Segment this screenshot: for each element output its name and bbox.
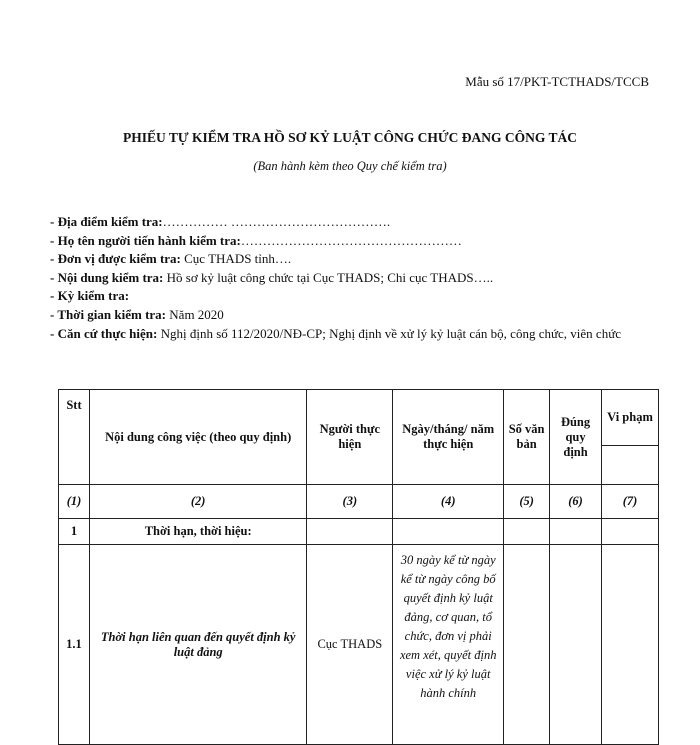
info-content: - Nội dung kiểm tra: Hồ sơ kỷ luật công chức tại Cục THADS; Chi cục THADS….. xyxy=(50,269,494,285)
numbering-row xyxy=(59,485,659,519)
row-stt: 1 xyxy=(59,519,90,545)
row-date xyxy=(393,519,504,545)
inspection-table xyxy=(58,389,659,745)
header-violation: Vi phạm xyxy=(602,390,659,446)
row-content: Thời hạn liên quan đến quyết định kỷ luật đảng xyxy=(89,545,306,745)
info-period: - Kỳ kiểm tra: xyxy=(50,288,130,304)
header-content: Nội dung công việc (theo quy định) xyxy=(89,390,306,485)
row-stt: 1.1 xyxy=(59,545,90,745)
header-docs: Số văn bản xyxy=(504,390,550,485)
info-block xyxy=(50,213,652,343)
info-inspector: - Họ tên người tiến hành kiểm tra:…………………………………………… xyxy=(50,232,462,248)
header-correct: Đúng quy định xyxy=(550,390,602,485)
header-person: Người thực hiện xyxy=(307,390,393,485)
num-cell: (1) xyxy=(59,485,90,519)
info-basis: - Căn cứ thực hiện: Nghị định số 112/2020/NĐ-CP; Nghị định về xử lý kỷ luật cán bộ, công chức, viên chức xyxy=(50,325,622,341)
info-time: - Thời gian kiểm tra: Năm 2020 xyxy=(50,306,224,322)
info-unit: - Đơn vị được kiểm tra: Cục THADS tỉnh…. xyxy=(50,251,292,267)
row-content: Thời hạn, thời hiệu: xyxy=(89,519,306,545)
row-person: Cục THADS xyxy=(307,545,393,745)
header-stt: Stt xyxy=(59,390,90,485)
info-location: - Địa điểm kiểm tra:…………… ………………………………. xyxy=(50,214,391,229)
num-cell: (4) xyxy=(393,485,504,519)
num-cell: (6) xyxy=(550,485,602,519)
num-cell: (5) xyxy=(504,485,550,519)
form-number: Mẫu số 17/PKT-TCTHADS/TCCB xyxy=(465,74,649,89)
document-subtitle: (Ban hành kèm theo Quy chế kiểm tra) xyxy=(253,159,447,173)
num-cell: (3) xyxy=(307,485,393,519)
num-cell: (2) xyxy=(89,485,306,519)
num-cell: (7) xyxy=(602,485,659,519)
header-violation-sub xyxy=(602,446,659,485)
document-title: PHIẾU TỰ KIỂM TRA HỒ SƠ KỶ LUẬT CÔNG CHỨC ĐANG CÔNG TÁC xyxy=(122,130,578,145)
row-date: 30 ngày kể từ ngày kể từ ngày công bố quyết định kỷ luật đảng, cơ quan, tổ chức, đơn vị phải xem xét, quyết định việc xử lý kỷ luật hành chính xyxy=(393,545,504,745)
header-date: Ngày/tháng/ năm thực hiện xyxy=(393,390,504,485)
table-row xyxy=(59,519,659,545)
table-header-row xyxy=(59,390,659,446)
table-row xyxy=(59,545,659,745)
row-person xyxy=(307,519,393,545)
